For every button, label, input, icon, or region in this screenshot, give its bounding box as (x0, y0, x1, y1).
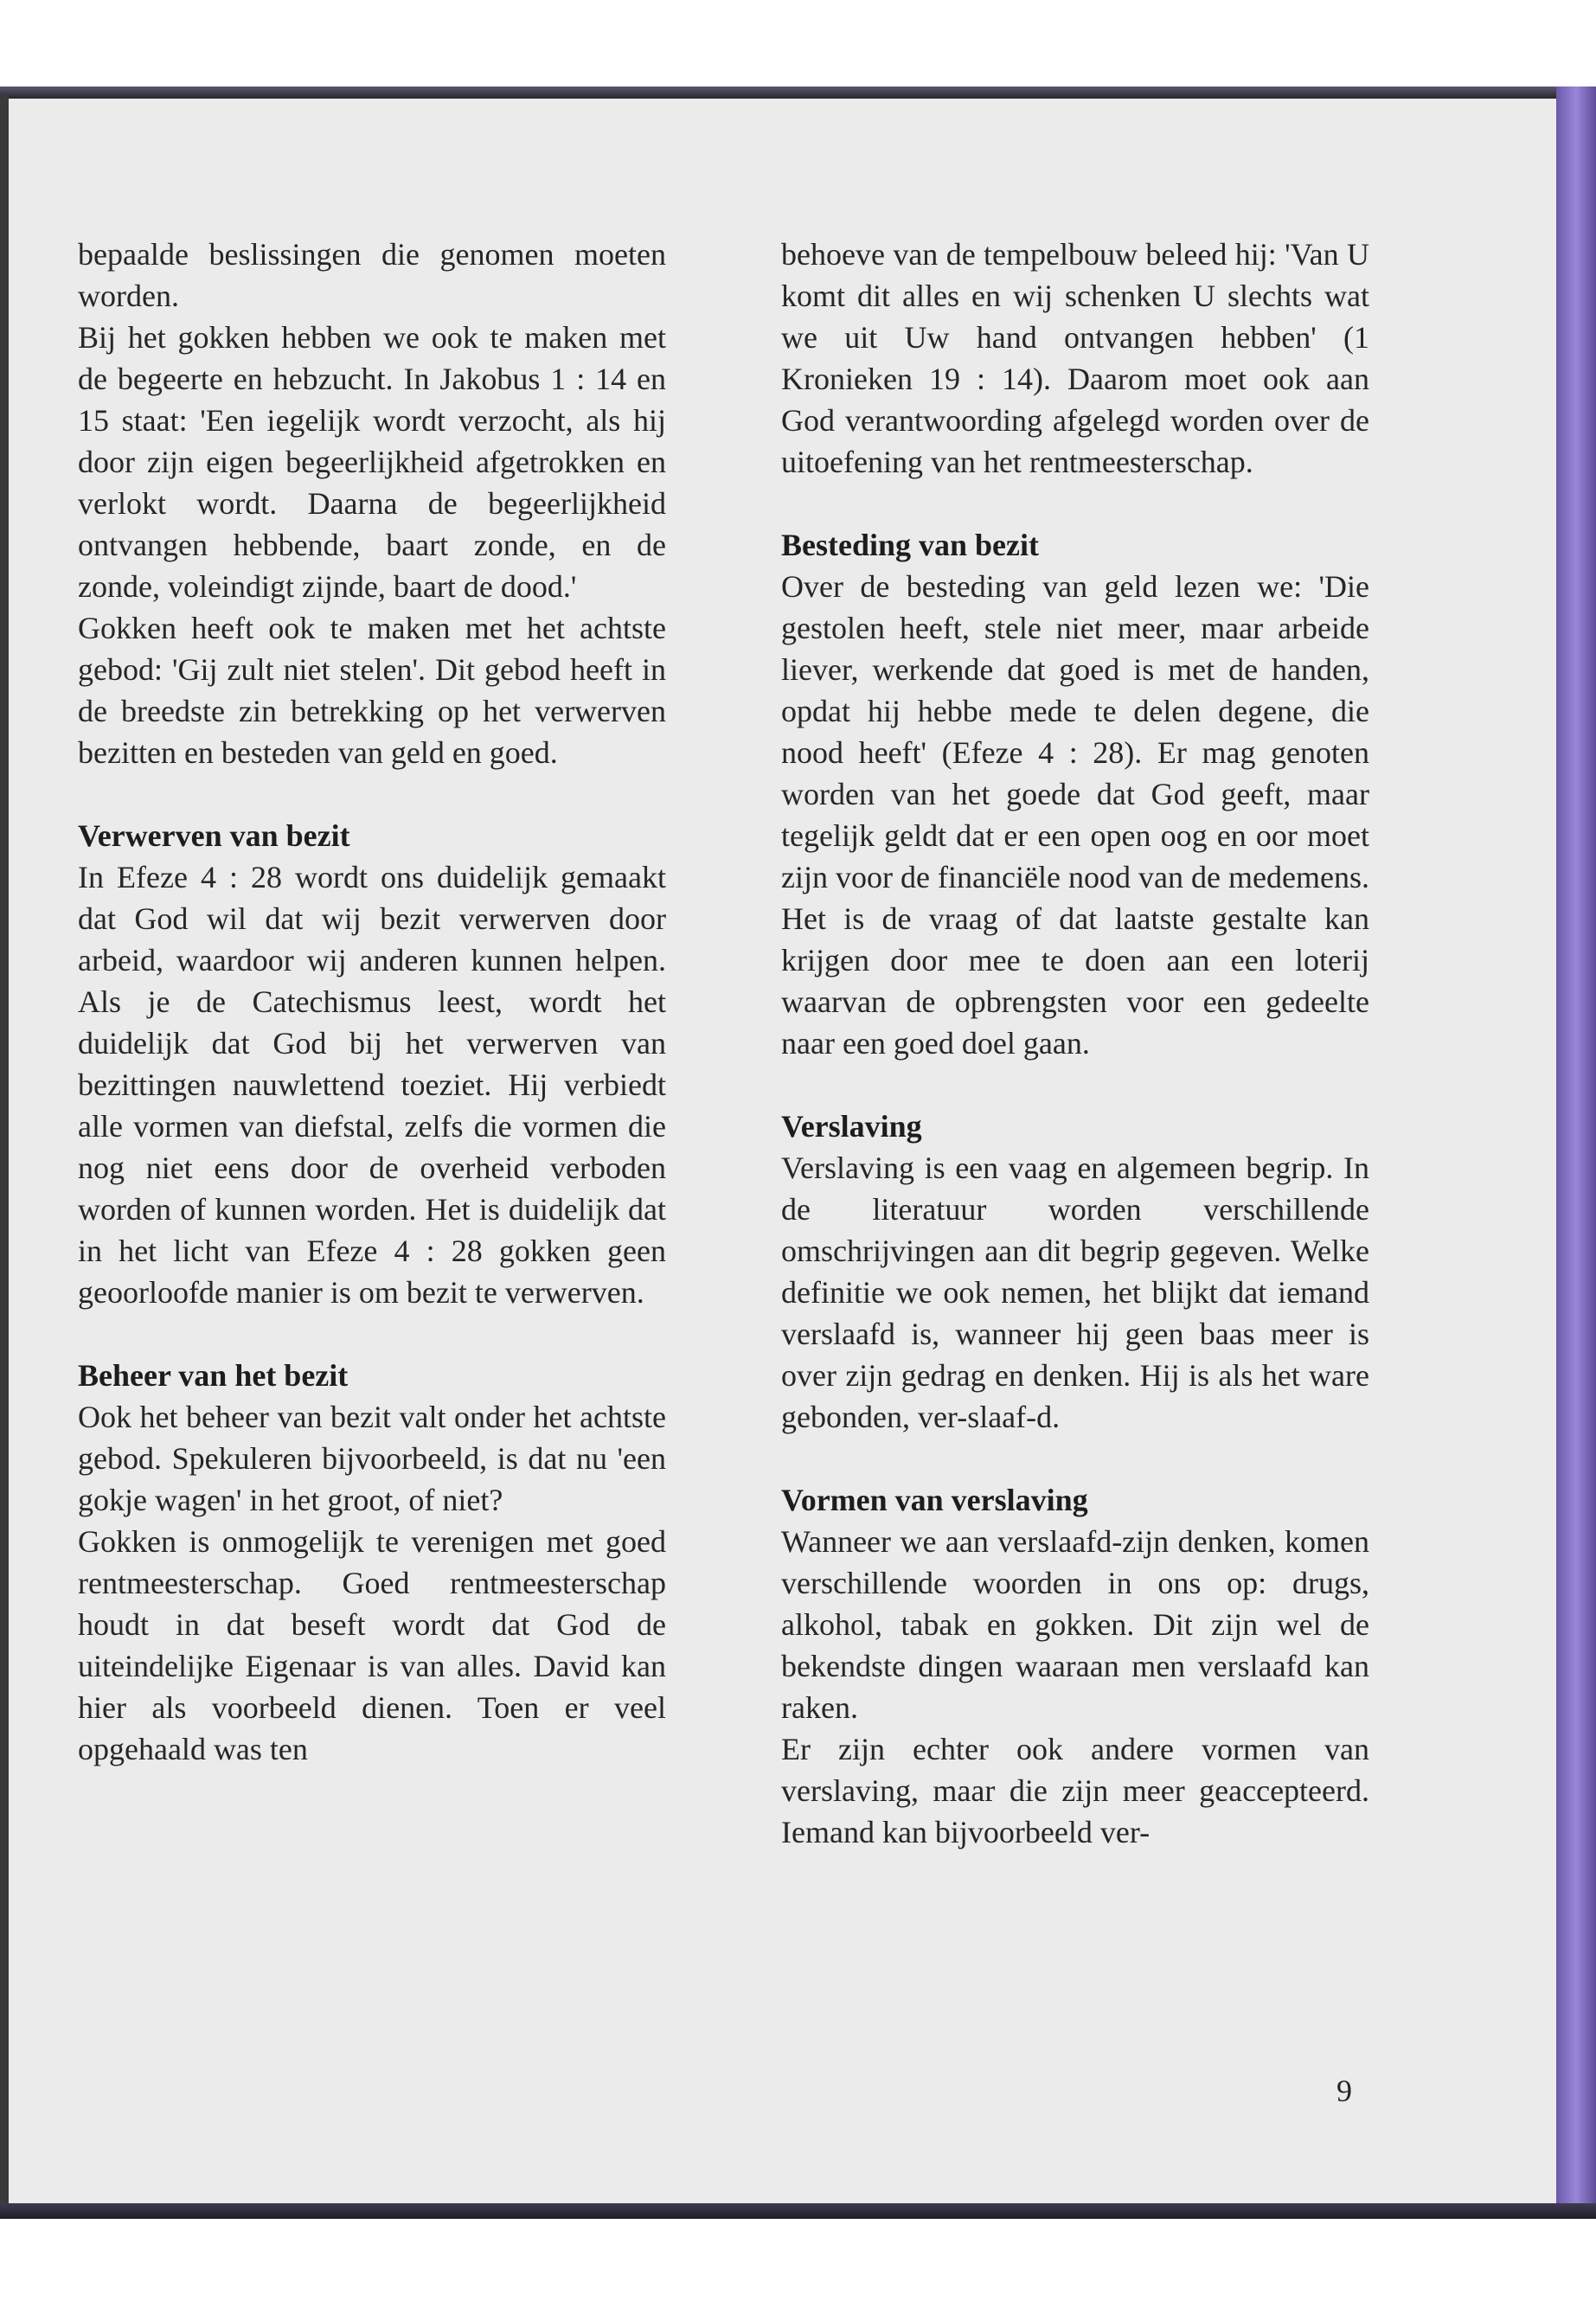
section-heading-beheer: Beheer van het bezit (78, 1358, 349, 1393)
scan-frame-top (0, 87, 1596, 99)
paragraph: Over de besteding van geld lezen we: 'Die gestolen heeft, stele niet meer, maar arbeide liever, werkende dat goed is met de handen, opdat hij hebbe mede te delen degene, die nood heeft' (Efeze 4 : 28). Er mag genoten worden van het goede dat God geeft, maar tegelijk geldt dat er een open oog en oor moet zijn voor de financiële nood van de medemens. Het is de vraag of dat laatste gestalte kan krijgen door mee te doen aan een loterij waarvan de opbrengsten voor een gedeelte naar een goed doel gaan. (781, 569, 1369, 1061)
section-heading-verwerven: Verwerven van bezit (78, 818, 350, 853)
paragraph: In Efeze 4 : 28 wordt ons duidelijk gemaakt dat God wil dat wij bezit verwerven door arbeid, waardoor wij anderen kunnen helpen. Als je de Catechismus leest, wordt het duidelijk dat God bij het verwerven van bezittingen nauwlettend toeziet. Hij verbiedt alle vormen van diefstal, zelfs die vormen die nog niet eens door de overheid verboden worden of kunnen worden. Het is duidelijk dat in het licht van Efeze 4 : 28 gokken geen geoorloofde manier is om bezit te verwerven. (78, 860, 666, 1310)
scan-frame-bottom (0, 2203, 1596, 2219)
paragraph: Bij het gokken hebben we ook te maken met de begeerte en hebzucht. In Jakobus 1 : 14 en 15 staat: 'Een iegelijk wordt verzocht, als hij door zijn eigen begeerlijkheid afgetrokken en verlokt wordt. Daarna de begeerlijkheid ontvangen hebbende, baart zonde, en de zonde, voleindigt zijnde, baart de dood.' (78, 320, 666, 604)
section-heading-verslaving: Verslaving (781, 1109, 922, 1144)
paragraph: Gokken is onmogelijk te verenigen met goed rentmeesterschap. Goed rentmeesterschap houdt in dat beseft wordt dat God de uiteindelijke Eigenaar is van alles. David kan hier als voorbeeld dienen. Toen er veel opgehaald was ten (78, 1524, 666, 1766)
left-column (78, 234, 666, 1770)
paragraph: behoeve van de tempelbouw beleed hij: 'Van U komt dit alles en wij schenken U slechts wat we uit Uw hand ontvangen hebben' (1 Kronieken 19 : 14). Daarom moet ook aan God verantwoording afgelegd worden over de uitoefening van het rentmeesterschap. (781, 237, 1369, 479)
paragraph: Verslaving is een vaag en algemeen begrip. In de literatuur worden verschillende omschrijvingen aan dit begrip gegeven. Welke definitie we ook nemen, het blijkt dat iemand verslaafd is, wanneer hij geen baas meer is over zijn gedrag en denken. Hij is als het ware gebonden, ver-slaaf-d. (781, 1150, 1369, 1434)
page-number: 9 (1336, 2073, 1352, 2108)
right-column (781, 234, 1369, 1853)
paragraph: bepaalde beslissingen die genomen moeten worden. (78, 237, 666, 313)
scan-frame-left (0, 95, 9, 2206)
section-heading-vormen: Vormen van verslaving (781, 1483, 1088, 1517)
paragraph: Ook het beheer van bezit valt onder het achtste gebod. Spekuleren bijvoorbeeld, is dat nu 'een gokje wagen' in het groot, of niet? (78, 1400, 666, 1517)
paragraph: Er zijn echter ook andere vormen van verslaving, maar die zijn meer geaccepteerd. Iemand kan bijvoorbeeld ver- (781, 1732, 1369, 1849)
paragraph: Gokken heeft ook te maken met het achtste gebod: 'Gij zult niet stelen'. Dit gebod heeft in de breedste zin betrekking op het verwerven bezitten en besteden van geld en goed. (78, 611, 666, 770)
section-heading-besteding: Besteding van bezit (781, 528, 1040, 562)
paragraph: Wanneer we aan verslaafd-zijn denken, komen verschillende woorden in ons op: drugs, alkohol, tabak en gokken. Dit zijn wel de bekendste dingen waaraan men verslaafd kan raken. (781, 1524, 1369, 1725)
book-cover-edge (1556, 87, 1596, 2219)
